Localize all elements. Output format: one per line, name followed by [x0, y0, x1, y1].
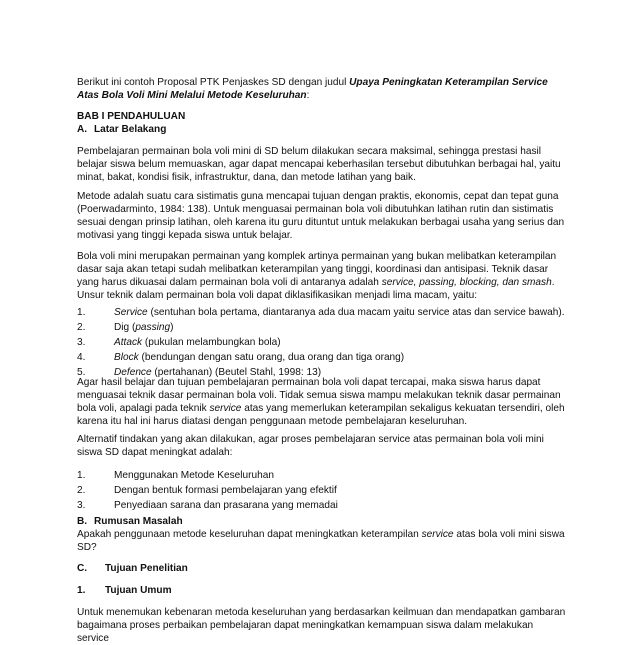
paragraph-2: Metode adalah suatu cara sistimatis guna mencapai tujuan dengan praktis, ekonomis, cepat dan tepat guna (Poerwadarminto, 1984: 138). Untuk menguasai permainan bola voli dibutuhkan latihan rutin dan sistimatis sesuai dengan prinsip latihan, oleh karena itu guru dituntut untuk melakukan berbagai usaha yang serius dan motivasi yang tinggi kepada siswa untuk belajar. [77, 191, 565, 241]
list-item [77, 469, 567, 482]
sub-heading-1 [77, 584, 567, 597]
section-a-title: Latar Belakang [94, 124, 167, 135]
section-c-title: Tujuan Penelitian [105, 563, 188, 574]
list-number: 3. [77, 337, 86, 348]
list-text: Dig (passing) [114, 322, 174, 333]
list-text: Dengan bentuk formasi pembelajaran yang efektif [114, 485, 337, 496]
list-item [77, 306, 567, 319]
section-c-heading [77, 562, 567, 575]
list-item [77, 499, 567, 512]
list-number: 1. [77, 307, 86, 318]
sub-heading-number: 1. [77, 585, 86, 596]
intro-paragraph [77, 76, 567, 102]
paragraph-5: Alternatif tindakan yang akan dilakukan, agar proses pembelajaran service atas permainan bola voli mini siswa SD dapat meningkat adalah: [77, 434, 544, 458]
paragraph-3 [77, 250, 567, 302]
list-text: Service (sentuhan bola pertama, diantaranya ada dua macam yaitu service atas dan service bawah). [114, 307, 565, 318]
list-text: Attack (pukulan melambungkan bola) [114, 337, 281, 348]
paragraph-1: Pembelajaran permainan bola voli mini di SD belum dilakukan secara maksimal, sehingga prestasi hasil belajar siswa belum memuaskan, agar dapat mencapai keberhasilan tersebut dibutuhkan berbagai hal, yaitu minat, bakat, kondisi fisik, infrastruktur, dana, dan metode latihan yang baik. [77, 146, 561, 183]
list-number: 3. [77, 500, 86, 511]
list-item [77, 351, 567, 364]
section-b-letter: B. [77, 516, 88, 527]
chapter-heading: BAB I PENDAHULUAN [77, 111, 186, 122]
list-text: Penyediaan sarana dan prasarana yang memadai [114, 500, 338, 511]
technique-list [77, 306, 567, 379]
research-question: Apakah penggunaan metode keseluruhan dapat meningkatkan keterampilan service atas bola voli mini siswa SD? [77, 529, 565, 553]
intro-suffix: : [306, 90, 310, 101]
sub-heading-title: Tujuan Umum [105, 585, 172, 596]
list-item [77, 484, 567, 497]
list-text: Menggunakan Metode Keseluruhan [114, 470, 274, 481]
section-b-title: Rumusan Masalah [94, 516, 183, 527]
paragraph-6: Untuk menemukan kebenaran metoda keseluruhan yang berdasarkan keilmuan dan mendapatkan gambaran bagaimana proses perbaikan pembelajaran dapat meningkatkan kemampuan siswa dalam melakukan service [77, 607, 566, 644]
paragraph-3-tail: . Unsur teknik dalam permainan bola voli dapat diklasifikasikan menjadi lima macam, yaitu: [77, 277, 555, 301]
list-number: 5. [77, 367, 86, 378]
section-a-letter: A. [77, 124, 88, 135]
section-b-heading [77, 515, 567, 528]
section-a-heading [77, 123, 567, 136]
list-number: 2. [77, 485, 86, 496]
list-text: Block (bendungan dengan satu orang, dua orang dan tiga orang) [114, 352, 405, 363]
proposal-title: Upaya Peningkatan Keterampilan Service Atas Bola Voli Mini Melalui Metode Keseluruhan [77, 77, 548, 101]
intro-prefix: Berikut ini contoh Proposal PTK Penjaskes SD dengan judul [77, 77, 350, 88]
list-text: Defence (pertahanan) (Beutel Stahl, 1998: 13) [114, 367, 322, 378]
list-item [77, 321, 567, 334]
section-c-letter: C. [77, 563, 88, 574]
paragraph-4: Agar hasil belajar dan tujuan pembelajaran permainan bola voli dapat tercapai, maka siswa harus dapat menguasai teknik dasar permainan bola voli. Tidak semua siswa mampu melakukan teknik dasar permainan bola voli, apalagi pada teknik service atas yang memerlukan keterampilan sekaligus kekuatan tersendiri, oleh karena itu hal ini harus diatasi dengan penggunaan metode pembelajaran keseluruhan. [77, 377, 565, 427]
service-term: service [209, 403, 242, 414]
paragraph-3-text: Bola voli mini merupakan permainan yang komplek artinya permainan yang bukan melibatkan keterampilan dasar saja akan tetapi sudah melibatkan keterampilan yang tinggi, koordinasi dan antisipasi. Teknik dasar yang harus dikuasai dalam permainan bola voli di antaranya adalah [77, 251, 557, 288]
technique-terms: service, passing, blocking, dan smash [381, 277, 552, 288]
list-item [77, 336, 567, 349]
list-number: 1. [77, 470, 86, 481]
list-number: 2. [77, 322, 86, 333]
action-list [77, 469, 567, 512]
list-number: 4. [77, 352, 86, 363]
